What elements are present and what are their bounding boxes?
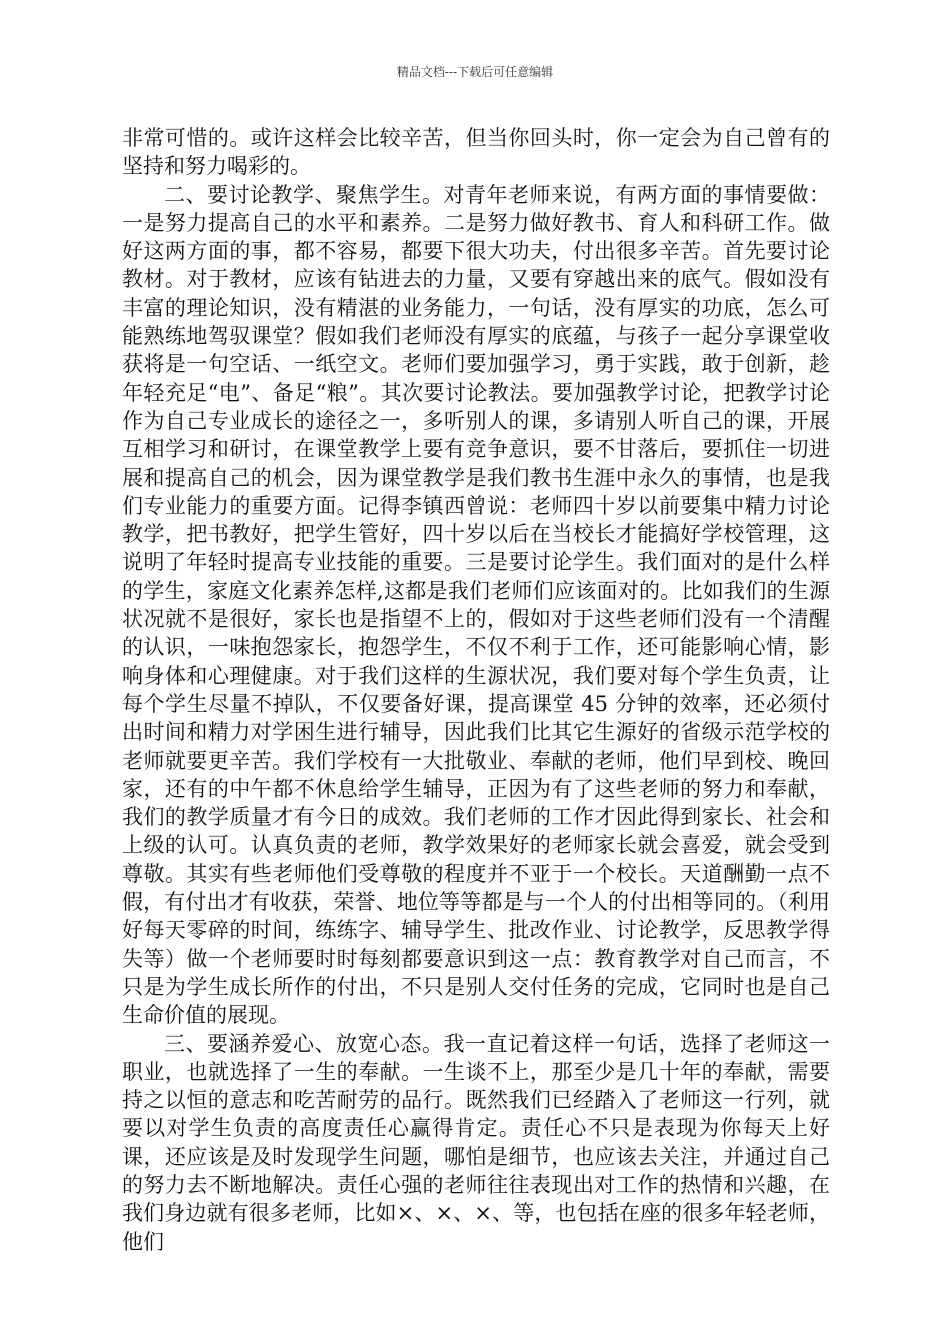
page-header: [0, 64, 950, 80]
header-text: 精品文档---下载后可任意编辑: [396, 65, 554, 79]
paragraph-3: 三、要涵养爱心、放宽心态。我一直记着这样一句话，选择了老师这一职业，也就选择了一生的奉献。一生谈不上，那至少是几十年的奉献，需要持之以恒的意志和吃苦耐劳的品行。既然我们已经踏入了老师这一行列，就要以对学生负责的高度责任心赢得肯定。责任心不只是表现为你每天上好课，还应该是及时发现学生问题，哪怕是细节，也应该去关注，并通过自己的努力去不断地解决。责任心强的老师往往表现出对工作的热情和兴趣，在我们身边就有很多老师，比如×、×、×、等，也包括在座的很多年轻老师，他们: [122, 1031, 830, 1254]
paragraph-1: 非常可惜的。或许这样会比较辛苦，但当你回头时，你一定会为自己曾有的坚持和努力喝彩的。: [122, 126, 830, 179]
paragraph-2: 二、要讨论教学、聚焦学生。对青年老师来说，有两方面的事情要做：一是努力提高自己的水平和素养。二是努力做好教书、育人和科研工作。做好这两方面的事，都不容易，都要下很大功夫，付出很多辛苦。首先要讨论教材。对于教材，应该有钻进去的力量，又要有穿越出来的底气。假如没有丰富的理论知识，没有精湛的业务能力，一句话，没有厚实的功底，怎么可能熟练地驾驭课堂？假如我们老师没有厚实的底蕴，与孩子一起分享课堂收获将是一句空话、一纸空文。老师们要加强学习，勇于实践，敢于创新，趁年轻充足“电”、备足“粮”。其次要讨论教法。要加强教学讨论，把教学讨论作为自己专业成长的途径之一，多听别人的课，多请别人听自己的课，开展互相学习和研讨，在课堂教学上要有竞争意识，要不甘落后，要抓住一切进展和提高自己的机会，因为课堂教学是我们教书生涯中永久的事情，也是我们专业能力的重要方面。记得李镇西曾说：老师四十岁以前要集中精力讨论教学，把书教好，把学生管好，四十岁以后在当校长才能搞好学校管理，这说明了年轻时提高专业技能的重要。三是要讨论学生。我们面对的是什么样的学生，家庭文化素养怎样,这都是我们老师们应该面对的。比如我们的生源状况就不是很好，家长也是指望不上的，假如对于这些老师们没有一个清醒的认识，一味抱怨家长，抱怨学生，不仅不利于工作，还可能影响心情，影响身体和心理健康。对于我们这样的生源状况，我们要对每个学生负责，让每个学生尽量不掉队，不仅要备好课，提高课堂 45 分钟的效率，还必须付出时间和精力对学困生进行辅导，因此我们比其它生源好的省级示范学校的老师就要更辛苦。我们学校有一大批敬业、奉献的老师，他们早到校、晚回家，还有的中午都不休息给学生辅导，正因为有了这些老师的努力和奉献，我们的教学质量才有今日的成效。我们老师的工作才因此得到家长、社会和上级的认可。认真负责的老师，教学效果好的老师家长就会喜爱，就会受到尊敬。其实有些老师他们受尊敬的程度并不亚于一个校长。天道酬勤一点不假，有付出才有收获，荣誉、地位等等都是与一个人的付出相等同的。（利用好每天零碎的时间，练练字、辅导学生、批改作业、讨论教学，反思教学得失等）做一个老师要时时每刻都要意识到这一点：教育教学对自己而言，不只是为学生成长所作的付出，不只是别人交付任务的完成，它同时也是自己生命价值的展现。: [122, 182, 830, 1028]
document-body: [122, 124, 830, 1256]
